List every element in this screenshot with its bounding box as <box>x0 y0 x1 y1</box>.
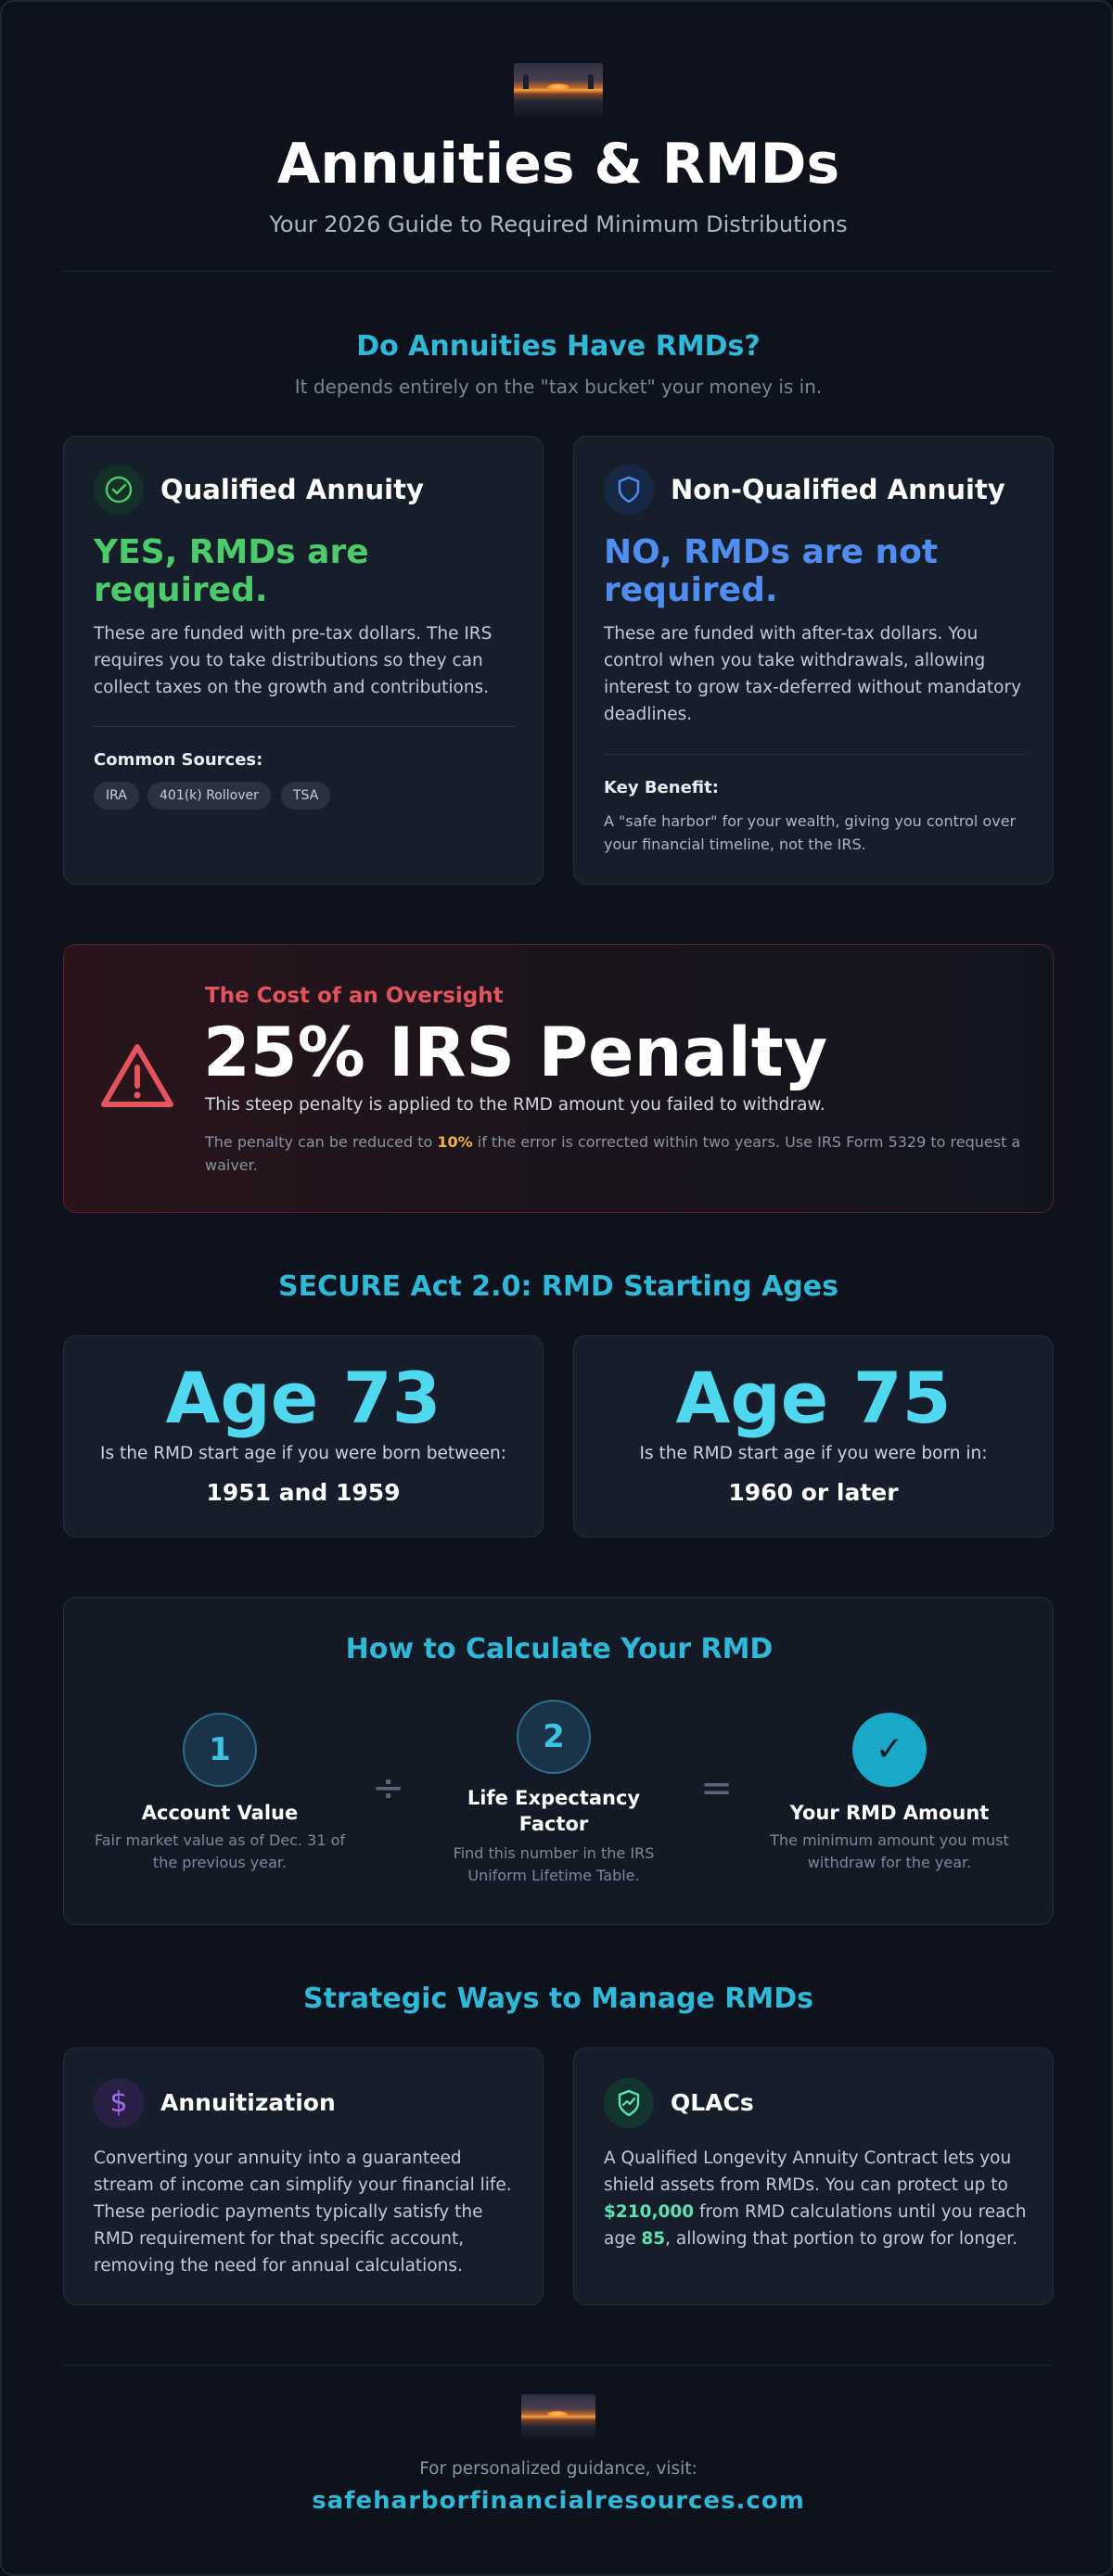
checkmark-icon: ✓ <box>852 1713 927 1787</box>
age-description: Is the RMD start age if you were born in: <box>639 1444 988 1463</box>
non-qualified-title: Non-Qualified Annuity <box>671 474 1005 505</box>
qlac-age: 85 <box>641 2229 666 2249</box>
annuitization-body: Converting your annuity into a guaranteed stream of income can simplify your financial life. These periodic payments typically satisfy the RMD requirement for that specific account, removing the need for annual calculations. <box>94 2149 512 2276</box>
qlac-limit-amount: $210,000 <box>604 2202 695 2222</box>
qualified-title: Qualified Annuity <box>160 474 424 505</box>
step-2-title: Life Expectancy Factor <box>467 1787 641 1835</box>
check-circle-icon <box>94 465 144 515</box>
qualified-annuity-card <box>63 436 544 885</box>
age-card <box>63 1335 544 1537</box>
annuitization-card <box>63 2047 544 2305</box>
divide-symbol: ÷ <box>372 1765 405 1810</box>
qualified-answer <box>94 533 369 609</box>
header-divider <box>63 271 1054 272</box>
equals-symbol: = <box>700 1765 734 1810</box>
common-sources-label: Common Sources: <box>94 750 263 770</box>
qlacs-body <box>604 2145 1036 2252</box>
footer-text: For personalized guidance, visit: <box>419 2459 697 2479</box>
qlacs-body-pre: A Qualified Longevity Annuity Contract lets you shield assets from RMDs. You can protect up to <box>604 2149 1012 2195</box>
non-qualified-body: These are funded with after-tax dollars. You control when you take withdrawals, allowing interest to grow tax-deferred without mandatory deadlines. <box>604 624 1022 724</box>
sunset-logo <box>514 63 603 117</box>
qlacs-body-mid: from RMD calculations until you reach age <box>604 2202 1027 2249</box>
source-chip-tsa: TSA <box>281 782 330 810</box>
penalty-banner <box>63 944 1054 1213</box>
key-benefit-text: A "safe harbor" for your wealth, giving you control over your financial timeline, not the IRS. <box>604 812 1017 853</box>
step-1-badge: 1 <box>183 1713 257 1787</box>
non-qualified-answer-line2: required. <box>604 571 778 609</box>
age-value: Age 73 <box>165 1357 441 1439</box>
annuitization-title: Annuitization <box>160 2089 336 2116</box>
penalty-note <box>205 1130 1021 1177</box>
non-qualified-annuity-card <box>573 436 1054 885</box>
website-link[interactable]: safeharborfinancialresources.com <box>312 2487 805 2515</box>
source-chip-ira: IRA <box>94 782 139 810</box>
step-1-desc: Fair market value as of Dec. 31 of the previous year. <box>94 1831 346 1871</box>
footer-sunset-logo <box>521 2394 595 2439</box>
dollar-icon: $ <box>94 2078 144 2128</box>
qualified-body: These are funded with pre-tax dollars. The IRS requires you to take distributions so they can collect taxes on the growth and contributions. <box>94 624 493 697</box>
footer-divider <box>63 2365 1054 2366</box>
penalty-reduced-rate: 10% <box>437 1133 473 1151</box>
rmd-calculation-card <box>63 1597 1054 1925</box>
step-3-title: Your RMD Amount <box>789 1802 990 1824</box>
penalty-description: This steep penalty is applied to the RMD amount you failed to withdraw. <box>205 1095 825 1115</box>
qualified-divider <box>94 726 515 727</box>
warning-triangle-icon <box>99 1041 175 1112</box>
page-subtitle: Your 2026 Guide to Required Minimum Distributions <box>269 211 848 237</box>
age-description: Is the RMD start age if you were born between: <box>99 1444 507 1463</box>
source-chip-401k: 401(k) Rollover <box>147 782 271 810</box>
penalty-kicker: The Cost of an Oversight <box>205 984 504 1008</box>
step-2-desc: Find this number in the IRS Uniform Lifetime Table. <box>453 1844 655 1884</box>
sources-chips <box>94 782 520 810</box>
shield-chart-icon <box>604 2078 654 2128</box>
non-qualified-answer-line1: NO, RMDs are not <box>604 533 939 571</box>
section-title-rmds: Do Annuities Have RMDs? <box>356 330 761 363</box>
qualified-answer-line2: required. <box>94 571 268 609</box>
penalty-headline: 25% IRS Penalty <box>203 1014 828 1092</box>
qlacs-body-post: , allowing that portion to grow for longer. <box>665 2229 1017 2249</box>
key-benefit-label: Key Benefit: <box>604 778 719 797</box>
step-3-desc: The minimum amount you must withdraw for the year. <box>770 1831 1009 1871</box>
non-qualified-answer <box>604 533 938 609</box>
section-subtitle-rmds: It depends entirely on the "tax bucket" your money is in. <box>294 376 823 398</box>
qlacs-card <box>573 2047 1054 2305</box>
qualified-answer-line1: YES, RMDs are <box>94 533 369 571</box>
page-title: Annuities & RMDs <box>276 132 840 197</box>
birth-year-range: 1960 or later <box>728 1479 899 1506</box>
qlacs-title: QLACs <box>671 2089 754 2116</box>
non-qualified-divider <box>604 754 1025 755</box>
step-2-badge: 2 <box>517 1700 591 1774</box>
age-value: Age 75 <box>675 1357 952 1439</box>
age-card <box>573 1335 1054 1537</box>
birth-year-range: 1951 and 1959 <box>206 1479 401 1506</box>
section-title-calc: How to Calculate Your RMD <box>345 1633 774 1665</box>
step-1-title: Account Value <box>141 1802 299 1824</box>
shield-icon <box>604 465 654 515</box>
penalty-note-pre: The penalty can be reduced to <box>205 1133 438 1151</box>
section-title-strategies: Strategic Ways to Manage RMDs <box>303 1983 813 2015</box>
penalty-note-post: if the error is corrected within two years. Use IRS Form 5329 to request a waiver. <box>205 1133 1021 1174</box>
section-title-ages: SECURE Act 2.0: RMD Starting Ages <box>278 1270 838 1303</box>
